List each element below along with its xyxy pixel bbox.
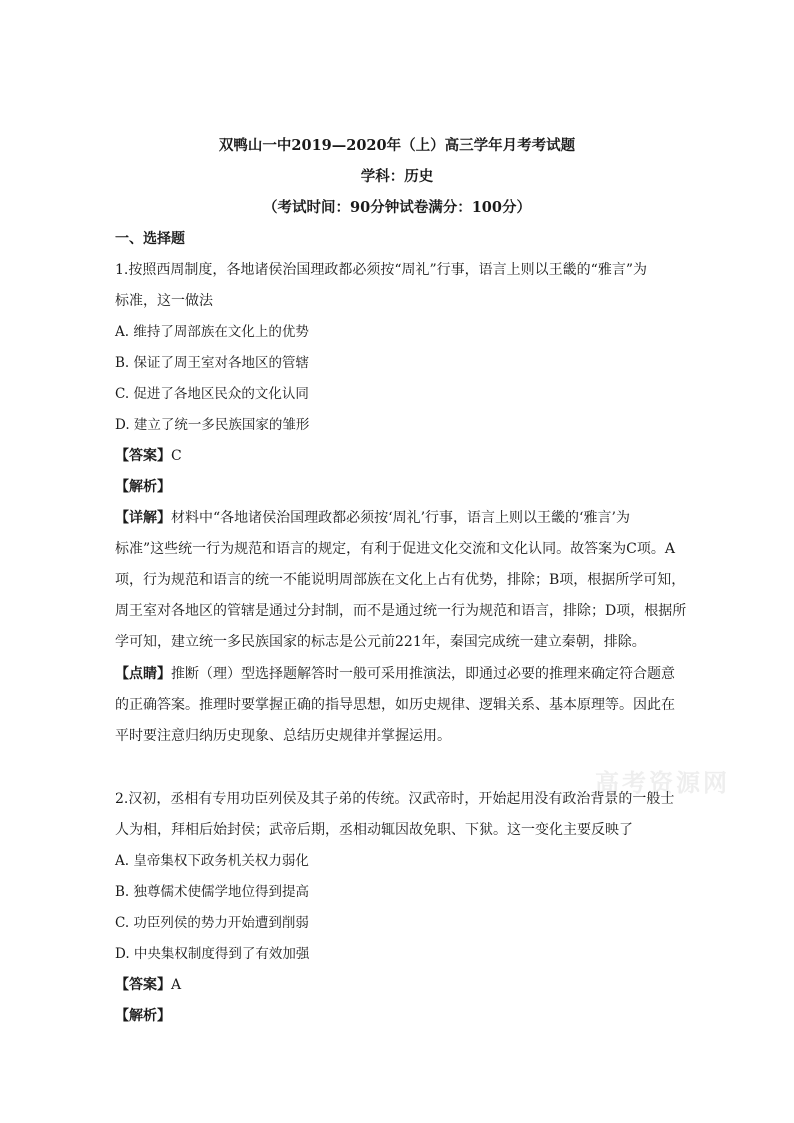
- q2-option-b: B. 独尊儒术使儒学地位得到提高: [115, 884, 310, 900]
- q1-tip-tag: 【点睛】: [115, 666, 171, 682]
- q1-detail-line5: 学可知，建立统一多民族国家的标志是公元前221年，秦国完成统一建立秦朝，排除。: [115, 634, 646, 650]
- q1-tip-line1: [115, 664, 675, 684]
- q2-answer-tag: 【答案】: [115, 977, 171, 993]
- q1-stem-line2: 标准，这一做法: [115, 293, 213, 309]
- q1-stem-line1: 1.按照西周制度，各地诸侯治国理政都必须按“周礼”行事，语言上则以王畿的“雅言”为: [115, 262, 647, 278]
- exam-title: 双鸭山一中2019—2020年（上）高三学年月考考试题: [218, 137, 576, 154]
- q1-answer-value: C: [171, 448, 182, 464]
- q2-option-c: C. 功臣列侯的势力开始遭到削弱: [115, 915, 309, 931]
- q1-option-c: C. 促进了各地区民众的文化认同: [115, 386, 309, 402]
- q1-option-a: A. 维持了周部族在文化上的优势: [115, 324, 309, 340]
- q2-stem-line1: 2.汉初，丞相有专用功臣列侯及其子弟的传统。汉武帝时，开始起用没有政治背景的一般士: [115, 791, 675, 807]
- q1-detail-line1: [115, 508, 630, 528]
- q1-option-b: B. 保证了周王室对各地区的管辖: [115, 355, 310, 371]
- q2-answer-value: A: [171, 977, 182, 993]
- q1-answer-tag: 【答案】: [115, 448, 171, 464]
- q1-tip-text1: 推断（理）型选择题解答时一般可采用推演法，即通过必要的推理来确定符合题意: [171, 666, 675, 682]
- q2-answer: [115, 975, 181, 995]
- q1-detail-line2: 标准”这些统一行为规范和语言的规定，有利于促进文化交流和文化认同。故答案为C项。A: [115, 541, 675, 557]
- q1-detail-line4: 周王室对各地区的管辖是通过分封制，而不是通过统一行为规范和语言，排除；D项，根据所: [115, 603, 687, 619]
- exam-time-note: （考试时间：90分钟试卷满分：100分）: [263, 199, 531, 216]
- q1-tip-line2: 的正确答案。推理时要掌握正确的指导思想，如历史规律、逻辑关系、基本原理等。因此在: [115, 697, 675, 713]
- q1-analysis-tag: 【解析】: [115, 479, 171, 495]
- q1-detail-text1: 材料中“各地诸侯治国理政都必须按‘周礼’行事，语言上则以王畿的‘雅言’为: [171, 510, 630, 526]
- q1-tip-line3: 平时要注意归纳历史现象、总结历史规律并掌握运用。: [115, 728, 451, 744]
- q2-stem-line2: 人为相，拜相后始封侯；武帝后期，丞相动辄因故免职、下狱。这一变化主要反映了: [115, 822, 633, 838]
- q2-analysis-tag: 【解析】: [115, 1008, 171, 1024]
- section-title: 一、选择题: [115, 231, 185, 247]
- watermark: 高考资源网: [595, 769, 730, 797]
- q2-option-a: A. 皇帝集权下政务机关权力弱化: [115, 853, 309, 869]
- q1-detail-line3: 项，行为规范和语言的统一不能说明周部族在文化上占有优势，排除；B项，根据所学可知，: [115, 572, 686, 588]
- q2-option-d: D. 中央集权制度得到了有效加强: [115, 946, 310, 962]
- exam-subject: 学科：历史: [360, 168, 434, 185]
- q1-answer: [115, 446, 182, 466]
- q1-detail-tag: 【详解】: [115, 510, 171, 526]
- q1-option-d: D. 建立了统一多民族国家的雏形: [115, 417, 310, 433]
